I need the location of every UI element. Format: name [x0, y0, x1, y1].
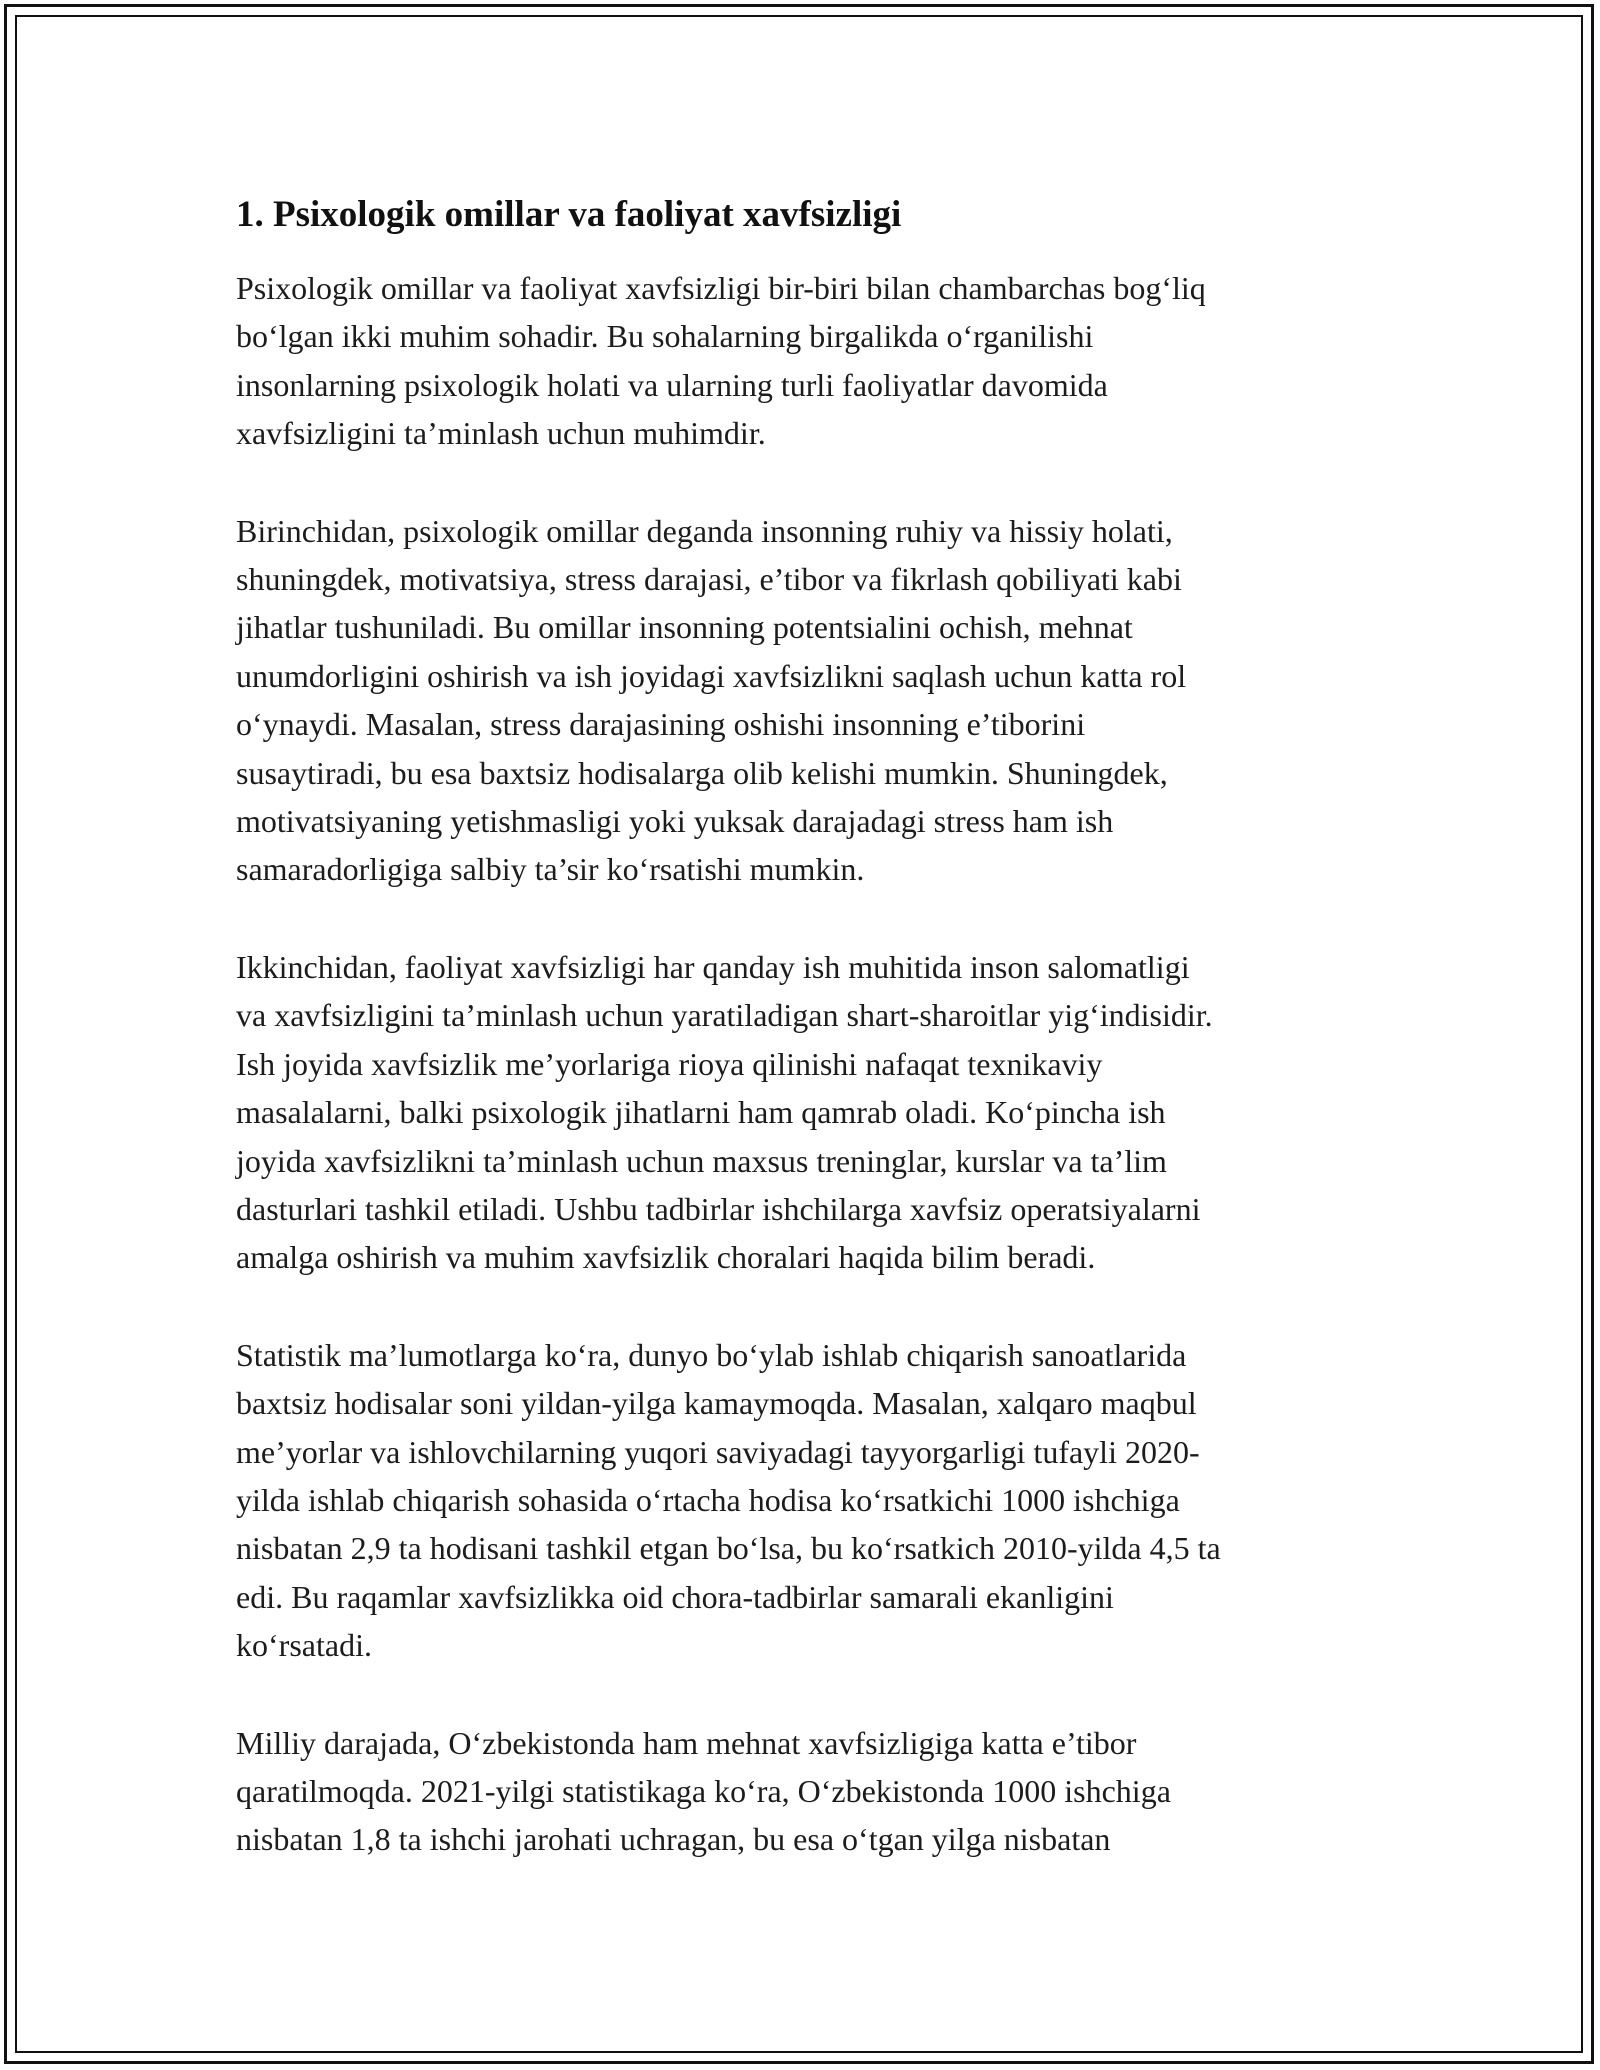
text-line: motivatsiyaning yetishmasligi yoki yuksak darajadagi stress ham ish: [236, 803, 1114, 840]
text-line: unumdorligini oshirish va ish joyidagi xavfsizlikni saqlash uchun katta rol: [236, 657, 1187, 694]
paragraph-national: [236, 1719, 1386, 1864]
text-line: nisbatan 2,9 ta hodisani tashkil etgan bo‘lsa, bu ko‘rsatkich 2010-yilda 4,5 ta: [236, 1530, 1221, 1567]
text-line: bo‘lgan ikki muhim sohadir. Bu sohalarning birgalikda o‘rganilishi: [236, 318, 1094, 355]
paragraph-second-point: [236, 943, 1386, 1282]
text-line: susaytiradi, bu esa baxtsiz hodisalarga olib kelishi mumkin. Shuningdek,: [236, 754, 1168, 791]
text-line: Ikkinchidan, faoliyat xavfsizligi har qanday ish muhitida inson salomatligi: [236, 948, 1190, 985]
text-line: samaradorligiga salbiy ta’sir ko‘rsatishi mumkin.: [236, 851, 865, 888]
paragraph-intro: [236, 264, 1386, 458]
text-line: Birinchidan, psixologik omillar deganda insonning ruhiy va hissiy holati,: [236, 512, 1173, 549]
document-body: [236, 190, 1386, 1913]
paragraph-first-point: [236, 507, 1386, 894]
text-line: me’yorlar va ishlovchilarning yuqori saviyadagi tayyorgarligi tufayli 2020-: [236, 1433, 1200, 1470]
text-line: shuningdek, motivatsiya, stress darajasi, e’tibor va fikrlash qobiliyati kabi: [236, 561, 1182, 598]
text-line: Statistik ma’lumotlarga ko‘ra, dunyo bo‘ylab ishlab chiqarish sanoatlarida: [236, 1336, 1187, 1373]
section-heading: 1. Psixologik omillar va faoliyat xavfsizligi: [236, 194, 902, 235]
text-line: masalalarni, balki psixologik jihatlarni ham qamrab oladi. Ko‘pincha ish: [236, 1094, 1166, 1131]
text-line: baxtsiz hodisalar soni yildan-yilga kamaymoqda. Masalan, xalqaro maqbul: [236, 1385, 1197, 1422]
text-line: xavfsizligini ta’minlash uchun muhimdir.: [236, 415, 766, 452]
text-line: nisbatan 1,8 ta ishchi jarohati uchragan, bu esa o‘tgan yilga nisbatan: [236, 1821, 1111, 1858]
paragraph-statistics: [236, 1331, 1386, 1670]
text-line: jihatlar tushuniladi. Bu omillar insonning potentsialini ochish, mehnat: [236, 609, 1133, 646]
text-line: yilda ishlab chiqarish sohasida o‘rtacha hodisa ko‘rsatkichi 1000 ishchiga: [236, 1481, 1180, 1518]
text-line: edi. Bu raqamlar xavfsizlikka oid chora-tadbirlar samarali ekanligini: [236, 1578, 1114, 1615]
text-line: Ish joyida xavfsizlik me’yorlariga rioya qilinishi nafaqat texnikaviy: [236, 1045, 1103, 1082]
text-line: va xavfsizligini ta’minlash uchun yaratiladigan shart-sharoitlar yig‘indisidir.: [236, 997, 1213, 1034]
text-line: joyida xavfsizlikni ta’minlash uchun maxsus treninglar, kurslar va ta’lim: [236, 1142, 1167, 1179]
text-line: o‘ynaydi. Masalan, stress darajasining oshishi insonning e’tiborini: [236, 706, 1086, 743]
text-line: amalga oshirish va muhim xavfsizlik choralari haqida bilim beradi.: [236, 1239, 1096, 1276]
text-line: insonlarning psixologik holati va ularning turli faoliyatlar davomida: [236, 366, 1108, 403]
text-line: qaratilmoqda. 2021-yilgi statistikaga ko‘ra, O‘zbekistonda 1000 ishchiga: [236, 1772, 1171, 1809]
text-line: dasturlari tashkil etiladi. Ushbu tadbirlar ishchilarga xavfsiz operatsiyalarni: [236, 1190, 1201, 1227]
text-line: Milliy darajada, O‘zbekistonda ham mehnat xavfsizligiga katta e’tibor: [236, 1724, 1137, 1761]
text-line: Psixologik omillar va faoliyat xavfsizligi bir-biri bilan chambarchas bog‘liq: [236, 270, 1206, 306]
text-line: ko‘rsatadi.: [236, 1627, 372, 1664]
